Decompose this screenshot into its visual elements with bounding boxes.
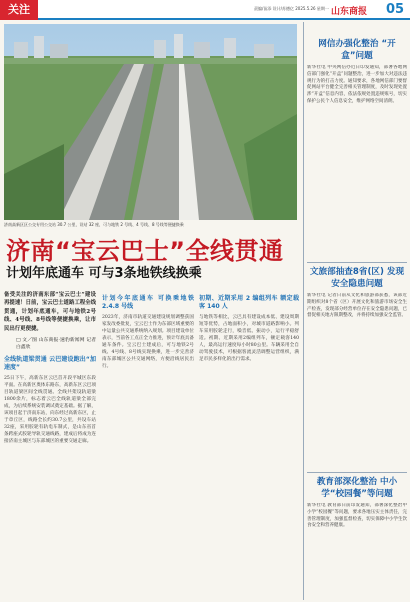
aerial-railway-image	[4, 24, 297, 220]
sidebar-story-2	[307, 266, 407, 473]
sidebar-story-3	[307, 476, 407, 598]
photo-caption: 济南高新区区公交专用公交站 30.7 公里，设站 32 座，可与地铁 2 号线、4 号线、8 号线等便捷换乘	[4, 222, 184, 227]
section-body-3: 与地铁等相比，云巴具有建设成本低、建设周期短等优势，占地面积小，对城市道路影响小。列车采用胶轮走行，噪音低、振动小，运行平稳舒适。初期、近期采用2编组列车，额定载客140人，最高运行速度每小时80公里。车辆采用全自动驾驶技术，可根据客流灵活调整运营组织，满足市民多样化的出行需求。	[199, 315, 299, 362]
aerial-photo	[4, 24, 297, 220]
article-byline: □ 文／图 山东商报·速豹新闻网 记者 白鑫欣	[16, 338, 96, 351]
page-number: 05	[386, 2, 405, 17]
newspaper-brand: 山东商报	[331, 7, 368, 17]
article-lead: 备受关注的济南东部“宝云巴士”建设再提速！日前，宝云巴士道路工程全线贯通，计划年底通车，可与地铁2号线、4号线、8号线等便捷换乘，让市民出行更便捷。	[4, 292, 96, 332]
section-body-1: 25日下午，高新东区云巴首开段平城区东段平面。在高新区奥体东路东，高新东区云巴项目轨道梁区间全线贯通。全线共架设轨道梁1800余片，标志着云巴全线轨道梁全部完成，为后续系统安装调试奠定基础。据了解，该项目起于济南东站，向东经过高新东区，止于章丘区，线路全长约30.7公里，共设车站32座，采用胶轮有轨电车制式，是山东省首条跨座式胶轮导轨交通线路，建成后将成为连接济南主城区与东部城区的重要交通走廊。	[4, 376, 96, 445]
page-header	[0, 0, 410, 20]
sub-headline: 计划年底通车 可与3条地铁线换乘	[6, 266, 202, 281]
sidebar-divider-2	[307, 472, 407, 473]
article-column-3	[199, 291, 299, 597]
article-column-1	[4, 291, 96, 597]
sidebar-body-1: 新华社电 中央网信办近日印发通知，部署各地网信部门强化“开盒”问题整治，进一步加大对违法违规行为的打击力度。通知要求，各地网信部门要督促网站平台健全完善相关管理制度，及时发现处置涉“开盒”信息内容，依法依规处置违规账号，切实保护公民个人信息安全，维护网络空间清朗。	[307, 65, 407, 104]
section-tag: 关注	[0, 0, 38, 20]
main-headline: 济南“宝云巴士”全线贯通	[6, 237, 284, 265]
sidebar-story-1	[307, 38, 407, 245]
article-column-2	[102, 291, 194, 597]
sidebar-title-3: 教育部深化整治 中小学“校园餐”等问题	[316, 477, 398, 499]
section-heading-1: 全线轨道梁贯通 云巴建设跑出“加速度”	[4, 356, 96, 372]
sidebar-title-1: 网信办强化整治 “开盒”问题	[318, 39, 396, 61]
section-body-2: 2023年，济南市轨道交通建设规划调整获国家发改委批复，宝云巴士作为东部区域重要的中运量公共交通系统纳入规划。项目建设单位表示，当前各工点正全力推进，预计年底具备通车条件。宝云巴士建成后，可与地铁2号线、4号线、8号线实现换乘，进一步完善济南东部城区公共交通网络，方便沿线居民出行。	[102, 315, 194, 369]
column-divider	[303, 22, 304, 600]
sidebar-title-2: 文旅部抽查8省(区) 发现安全隐患问题	[309, 267, 405, 289]
sidebar-divider-1	[307, 262, 407, 263]
sidebar-body-2: 新华社电 记者日前从文化和旅游部获悉，该部近期组织对8个省（区）开展文化和旅游市场安全生产检查，发现部分经营单位存在安全隐患问题，已督促相关地方限期整改，并将持续加强安全监管。	[307, 293, 407, 319]
sidebar-body-3: 新华社电 教育部日前印发通知，部署深化整治中小学“校园餐”等问题，要求各地压实主体责任，完善管理制度，加强监督检查，切实保障中小学生饮食安全和营养健康。	[307, 503, 407, 529]
section-heading-2: 计划今年底通车 可换乘地铁 2.4.8 号线	[102, 295, 194, 310]
section-heading-3: 初期、近期采用 2 编组列车 额定载客 140 人	[199, 295, 299, 310]
issue-meta: 责编/苗添 设计/苏德亿 2025.5.26 星期一	[254, 6, 329, 11]
